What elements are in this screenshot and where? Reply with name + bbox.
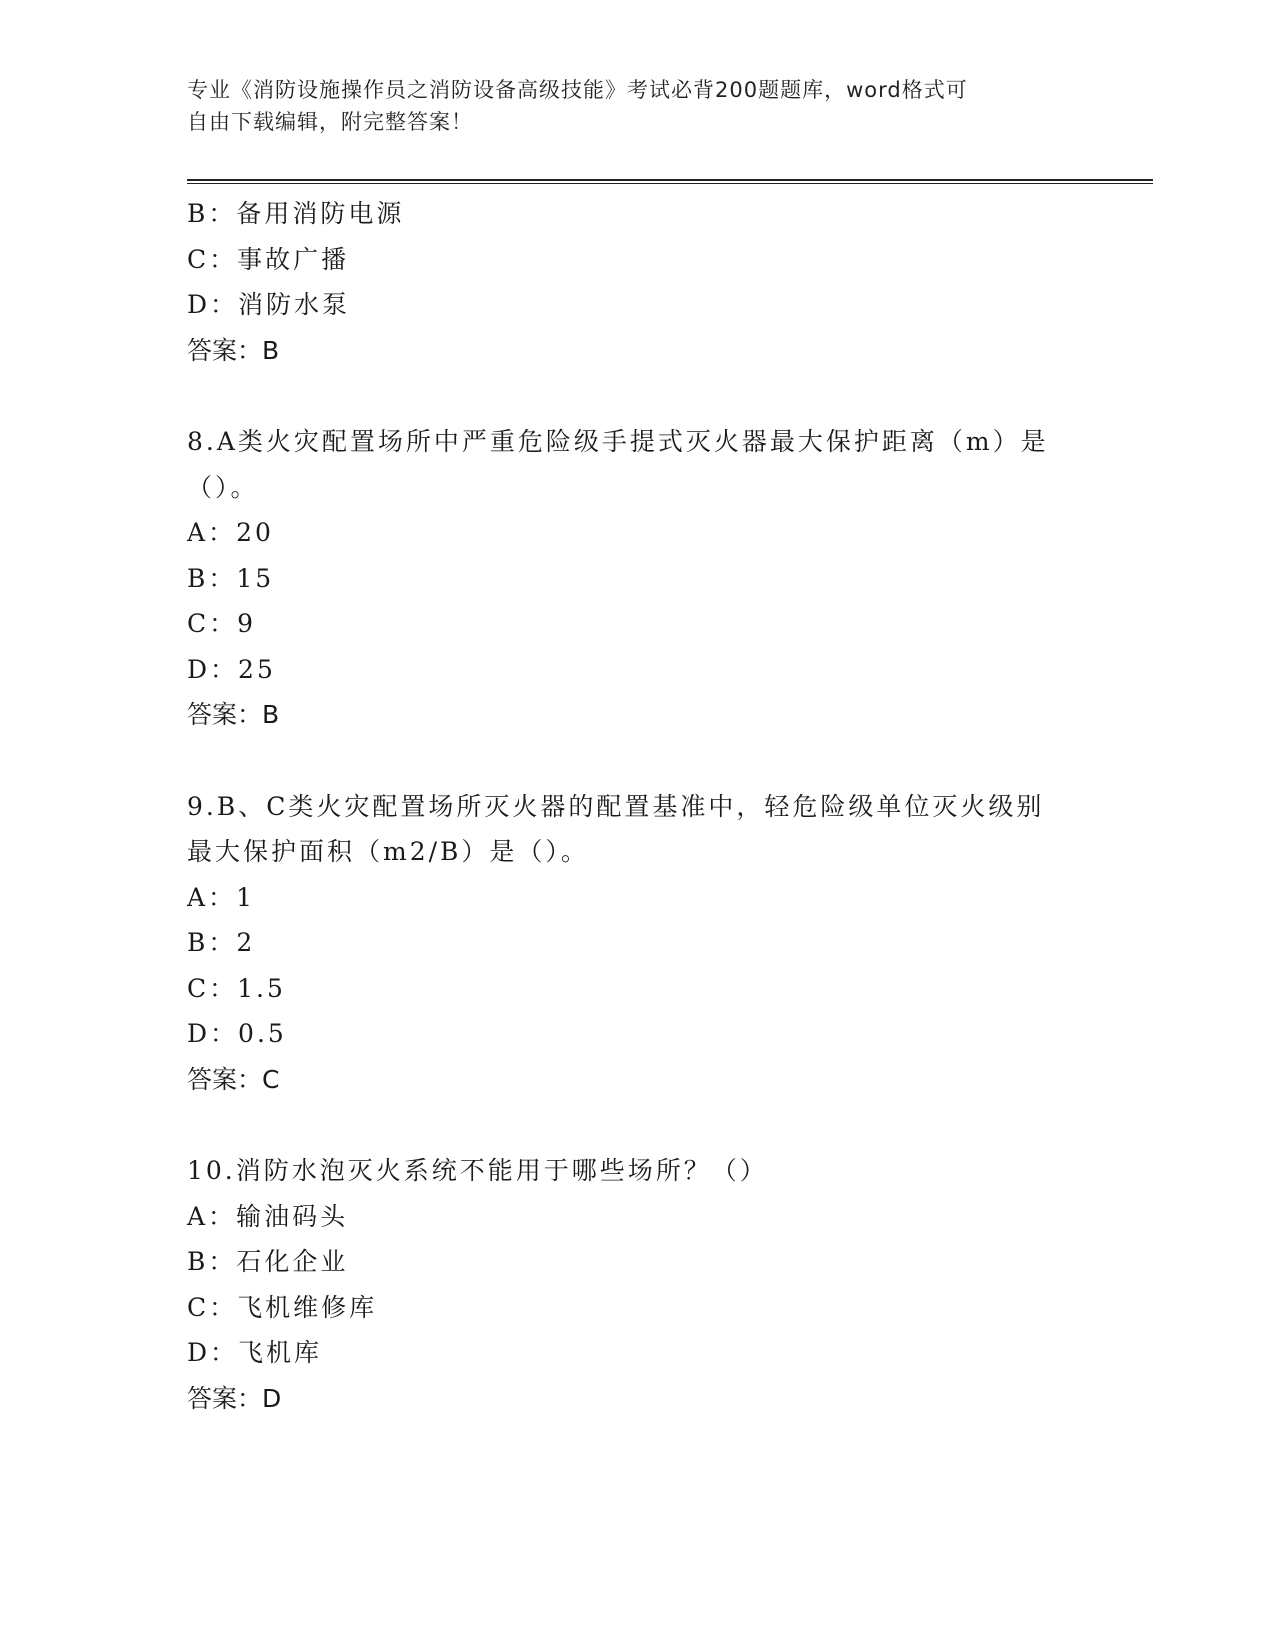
header-line-2: 自由下载编辑，附完整答案！ <box>187 110 473 134</box>
option-b <box>187 920 1087 966</box>
option-label: A： <box>187 882 237 912</box>
answer-line: 答案：C <box>187 1064 280 1094</box>
document-body <box>187 191 1087 1421</box>
question-stem-line-2: （）。 <box>187 472 259 502</box>
header-line-1: 专业《消防设施操作员之消防设备高级技能》考试必背200题题库，word格式可 <box>187 78 968 102</box>
option-text: 9 <box>237 609 257 638</box>
option-c <box>187 1285 1087 1331</box>
question-stem-line-2: 最大保护面积（m2/B）是（）。 <box>187 837 589 866</box>
option-text: 20 <box>236 518 274 547</box>
option-c <box>187 966 1087 1012</box>
answer-line: 答案：B <box>187 700 280 729</box>
option-label: B： <box>187 199 237 228</box>
option-b <box>187 1239 1087 1285</box>
header-divider-thin <box>187 183 1153 184</box>
option-text: 1.5 <box>237 973 286 1003</box>
option-text: 消防水泵 <box>238 290 351 319</box>
answer-line: 答案：B <box>187 335 280 365</box>
option-label: C： <box>187 973 238 1003</box>
option-text: 0.5 <box>238 1019 287 1048</box>
option-label: D： <box>187 1338 239 1367</box>
option-d <box>187 282 1087 328</box>
option-label: A： <box>187 1201 237 1231</box>
document-header <box>187 74 1087 138</box>
spacer <box>187 373 1087 419</box>
option-text: 事故广播 <box>237 244 350 274</box>
option-label: B： <box>187 1247 237 1276</box>
header-divider-thick <box>187 179 1153 181</box>
answer-line: 答案：D <box>187 1383 282 1413</box>
spacer <box>187 1102 1087 1148</box>
question-7-continuation <box>187 191 1087 373</box>
option-label: B： <box>187 928 237 957</box>
option-text: 输油码头 <box>236 1201 349 1231</box>
option-text: 25 <box>238 654 276 684</box>
question-stem-line-1: 8.A类火灾配置场所中严重危险级手提式灭火器最大保护距离（m）是 <box>187 427 1049 456</box>
question-stem-line-1: 9.B、C类火灾配置场所灭火器的配置基准中，轻危险级单位灭火级别 <box>187 791 1045 821</box>
option-text: 1 <box>236 882 255 912</box>
option-a <box>187 1194 1087 1240</box>
question-9 <box>187 784 1087 1103</box>
option-text: 飞机维修库 <box>237 1292 378 1322</box>
option-b <box>187 191 1087 237</box>
option-text: 15 <box>236 563 275 593</box>
option-label: C： <box>187 609 238 638</box>
option-text: 备用消防电源 <box>236 199 405 228</box>
option-label: D： <box>187 290 239 319</box>
option-d <box>187 647 1087 693</box>
option-label: C： <box>187 1292 238 1322</box>
option-label: D： <box>187 1019 239 1048</box>
option-a <box>187 875 1087 921</box>
spacer <box>187 738 1087 784</box>
option-d <box>187 1330 1087 1376</box>
question-stem-line-1: 10.消防水泡灭火系统不能用于哪些场所？（） <box>187 1156 768 1185</box>
option-b <box>187 556 1087 602</box>
option-a <box>187 510 1087 556</box>
option-label: B： <box>187 563 237 593</box>
option-c <box>187 601 1087 647</box>
question-8 <box>187 419 1087 738</box>
option-c <box>187 237 1087 283</box>
option-label: D： <box>187 654 239 684</box>
option-label: C： <box>187 244 238 274</box>
option-text: 2 <box>236 928 256 957</box>
option-text: 石化企业 <box>236 1247 349 1276</box>
question-10 <box>187 1148 1087 1421</box>
option-text: 飞机库 <box>238 1338 323 1367</box>
option-label: A： <box>187 518 237 547</box>
option-d <box>187 1011 1087 1057</box>
